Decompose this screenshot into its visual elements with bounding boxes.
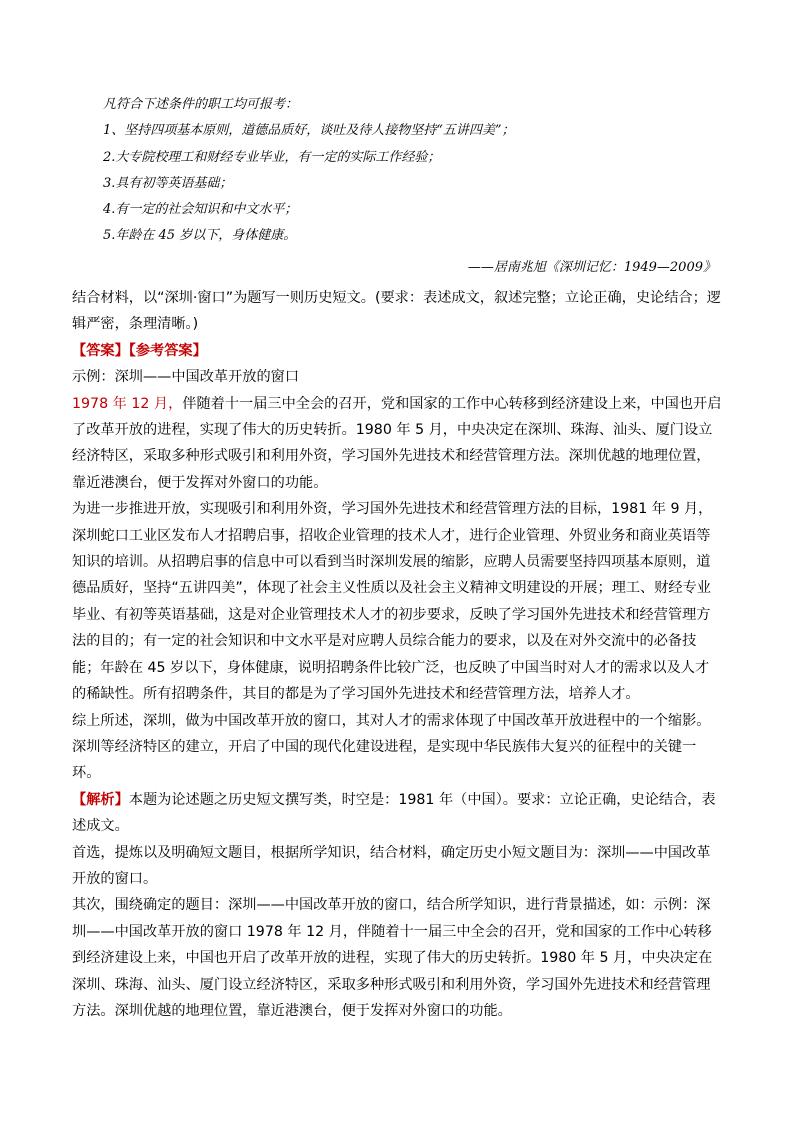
question-answer-body (72, 285, 722, 1024)
quote-line: 5.年龄在 45 岁以下，身体健康。 (103, 228, 297, 244)
quote-source: ——居南兆旭《深圳记忆：1949—2009》 (467, 260, 716, 275)
example-title: 示例：深圳——中国改革开放的窗口 (72, 369, 300, 386)
quote-line: 凡符合下述条件的职工均可报考： (103, 97, 299, 112)
analysis-paragraph-3: 其次，围绕确定的题目：深圳——中国改革开放的窗口，结合所学知识，进行背景描述，如：示例：深圳——中国改革开放的窗口 1978 年 12 月，伴随着十一届三中全会的召开，党和国家的工作中心转移到经济建设上来，中国也开启了改革开放的进程，实现了伟大的历史转折。1980 年 5 月，中央决定在深圳、珠海、汕头、厦门设立经济特区，采取多种形式吸引和利用外资，学习国外先进技术和经营管理方法。深圳优越的地理位置，靠近港澳台，便于发挥对外窗口的功能。 (72, 897, 713, 1019)
quote-line: 1、坚持四项基本原则，道德品质好，谈吐及待人接物坚持“五讲四美”； (103, 123, 515, 139)
quote-line: 3.具有初等英语基础； (103, 175, 233, 191)
analysis-paragraph-1-text: 本题为论述题之历史短文撰写类，时空是：1981 年（中国）。要求：立论正确，史论结合，表述成文。 (72, 791, 716, 835)
material-quote (103, 92, 743, 250)
analysis-paragraph-1 (72, 787, 722, 840)
analysis-label: 【解析】 (72, 791, 129, 808)
quote-line: 4.有一定的社会知识和中文水平； (103, 202, 298, 218)
question-text: 结合材料，以“深圳·窗口”为题写一则历史短文。(要求：表述成文，叙述完整；立论正确，史论结合；逻辑严密，条理清晰。) (72, 290, 721, 333)
answer-paragraph-3: 综上所述，深圳，做为中国改革开放的窗口，其对人才的需求体现了中国改革开放进程中的一个缩影。深圳等经济特区的建立，开启了中国的现代化建设进程，是实现中华民族伟大复兴的征程中的关键一环。 (72, 712, 711, 782)
quote-line: 2.大专院校理工和财经专业毕业，有一定的实际工作经验； (103, 149, 441, 165)
analysis-paragraph-2: 首选，提炼以及明确短文题目，根据所学知识，结合材料，确定历史小短文题目为：深圳——中国改革开放的窗口。 (72, 844, 711, 887)
answer-paragraph-2: 为进一步推进开放，实现吸引和利用外资，学习国外先进技术和经营管理方法的目标，1981 年 9 月，深圳蛇口工业区发布人才招聘启事，招收企业管理的技术人才，进行企业管理、外贸业务和商业英语等知识的培训。从招聘启事的信息中可以看到当时深圳发展的缩影，应聘人员需要坚持四项基本原则，道德品质好，坚持“五讲四美”，体现了社会主义性质以及社会主义精神文明建设的开展；理工、财经专业毕业、有初等英语基础，这是对企业管理技术人才的初步要求，反映了学习国外先进技术和经营管理方法的目的；有一定的社会知识和中文水平是对应聘人员综合能力的要求，以及在对外交流中的必备技能；年龄在 45 岁以下，身体健康，说明招聘条件比较广泛，也反映了中国当时对人才的需求以及人才的稀缺性。所有招聘条件，其目的都是为了学习国外先进技术和经营管理方法，培养人才。 (72, 501, 713, 703)
answer-date: 1978 年 12 月， (72, 395, 183, 412)
answer-paragraph-1 (72, 391, 722, 497)
answer-label: 【答案】【参考答案】 (72, 342, 207, 359)
answer-paragraph-1-text: 伴随着十一届三中全会的召开，党和国家的工作中心转移到经济建设上来，中国也开启了改革开放的进程，实现了伟大的历史转折。1980 年 5 月，中央决定在深圳、珠海、汕头、厦门设立经济特区，采取多种形式吸引和利用外资，学习国外先进技术和经营管理方法。深圳优越的地理位置，靠近港澳台，便于发挥对外窗口的功能。 (72, 395, 722, 491)
